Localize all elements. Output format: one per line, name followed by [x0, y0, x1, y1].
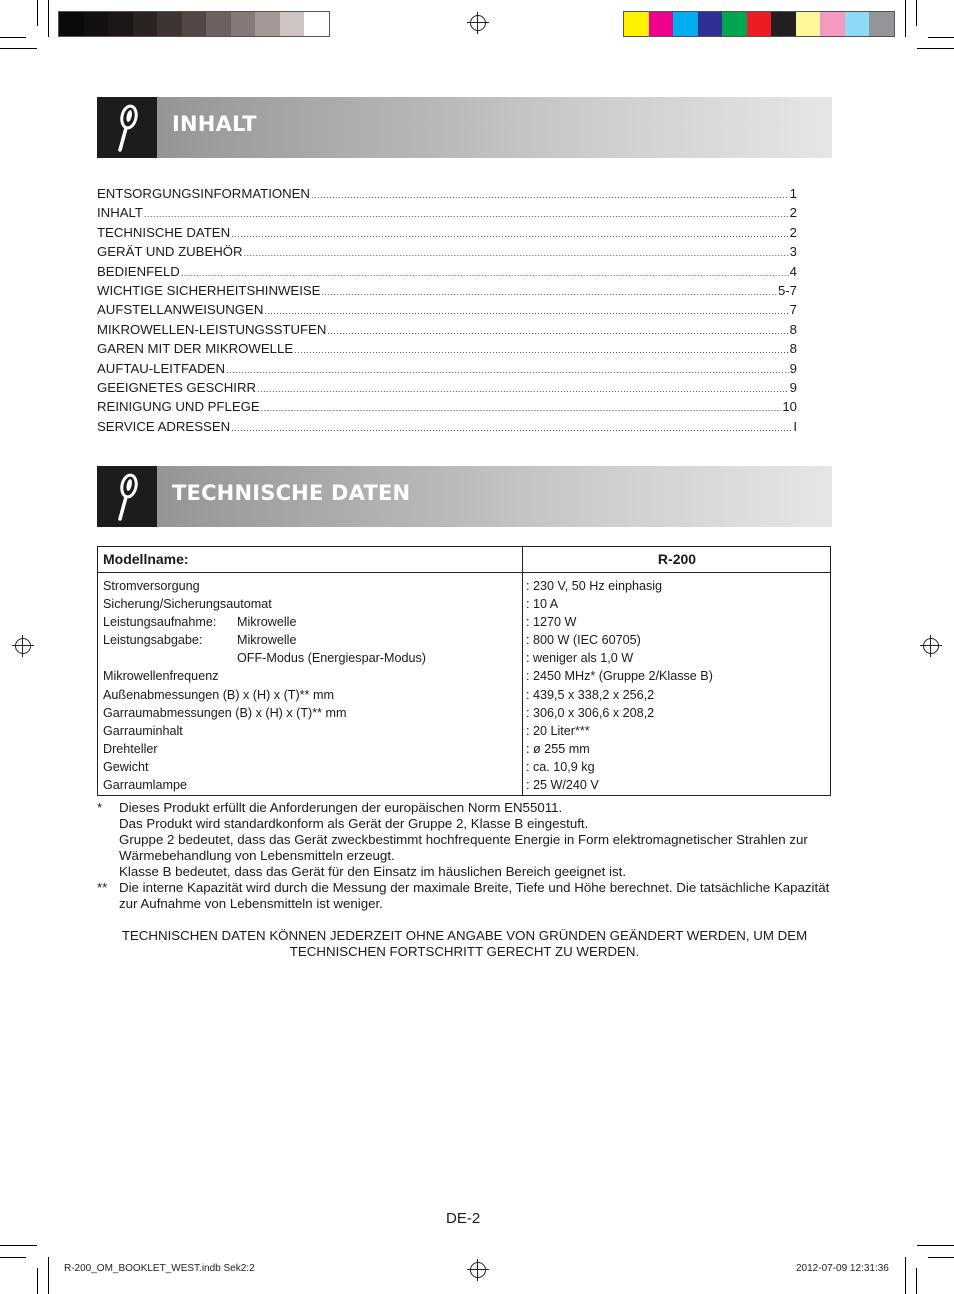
toc-leader [231, 419, 792, 434]
toc-label: REINIGUNG UND PFLEGE [97, 399, 260, 415]
spec-sublabel: Mikrowelle [237, 615, 297, 630]
color-swatch [182, 12, 207, 36]
toc-leader [181, 264, 789, 279]
spec-value: : 439,5 x 338,2 x 256,2 [526, 687, 655, 702]
key-icon [111, 103, 143, 153]
spec-label: Garraumabmessungen (B) x (H) x (T)** mm [103, 705, 347, 720]
toc-label: GAREN MIT DER MIKROWELLE [97, 341, 294, 357]
spec-value: : 306,0 x 306,6 x 208,2 [526, 705, 655, 720]
spec-row [103, 776, 830, 794]
spec-row [103, 686, 830, 704]
crop-mark [0, 37, 26, 38]
crop-mark [48, 0, 49, 37]
toc-entry [97, 302, 797, 321]
color-swatch [206, 12, 231, 36]
toc-label: GEEIGNETES GESCHIRR [97, 379, 257, 395]
toc-entry [97, 399, 797, 418]
color-swatch [624, 12, 649, 36]
crop-mark [917, 48, 954, 49]
spec-row [103, 631, 830, 649]
color-swatch [59, 12, 84, 36]
footnote [97, 880, 832, 912]
crop-mark [48, 1257, 49, 1294]
spec-label: Mikrowellenfrequenz [103, 669, 219, 684]
toc-label: AUFTAU-LEITFADEN [97, 360, 225, 376]
toc-entry [97, 419, 797, 438]
section-title: TECHNISCHE DATEN [172, 481, 411, 505]
spec-row [103, 704, 830, 722]
color-swatch [771, 12, 796, 36]
table-of-contents [97, 186, 797, 438]
toc-entry [97, 244, 797, 263]
toc-page: 2 [789, 224, 797, 240]
toc-page: 8 [789, 321, 797, 337]
crop-mark [905, 1257, 906, 1294]
toc-label: ENTSORGUNGSINFORMATIONEN [97, 186, 310, 201]
toc-page: 3 [789, 244, 797, 260]
spec-value: : weniger als 1,0 W [526, 651, 634, 666]
footnotes [97, 800, 832, 912]
toc-label: TECHNISCHE DATEN [97, 224, 231, 240]
color-swatch [157, 12, 182, 36]
footnote-marker: ** [97, 880, 108, 895]
spec-label: Stromversorgung [103, 579, 200, 593]
toc-page: 9 [789, 379, 797, 395]
toc-entry [97, 322, 797, 341]
toc-page: I [793, 418, 797, 434]
crop-mark [905, 0, 906, 37]
slug-file-info: R-200_OM_BOOKLET_WEST.indb Sek2:2 [64, 1263, 255, 1274]
spec-row [103, 595, 830, 613]
toc-leader [311, 186, 789, 201]
spec-sublabel: OFF-Modus (Energiespar-Modus) [237, 651, 426, 666]
disclaimer: TECHNISCHEN DATEN KÖNNEN JEDERZEIT OHNE ANGABE VON GRÜNDEN GEÄNDERT WERDEN, UM DEM TECHNISCHEN FORTSCHRITT GERECHT ZU WERDEN. [121, 928, 808, 959]
crop-mark [0, 48, 37, 49]
toc-leader [294, 341, 789, 356]
toc-page: 1 [789, 186, 797, 201]
spec-row [103, 613, 830, 631]
color-swatch [820, 12, 845, 36]
toc-label: AUFSTELLANWEISUNGEN [97, 302, 264, 318]
toc-page: 10 [782, 399, 797, 415]
spec-row [103, 649, 830, 667]
crop-mark [916, 0, 917, 26]
footnote-text: Dieses Produkt erfüllt die Anforderungen der europäischen Norm EN55011. [119, 800, 563, 815]
spec-table [97, 546, 831, 796]
spec-label: Garrauminhalt [103, 723, 183, 738]
registration-mark-icon [923, 638, 939, 654]
color-swatch [869, 12, 894, 36]
color-swatch [698, 12, 723, 36]
section-header-toc [97, 97, 832, 158]
toc-leader [261, 399, 782, 414]
spec-value: : ø 255 mm [526, 741, 590, 756]
crop-mark [0, 1245, 37, 1246]
spec-row [103, 758, 830, 776]
footnote-text: Das Produkt wird standardkonform als Gerät der Gruppe 2, Klasse B eingestuft. [119, 816, 589, 831]
spec-header-model: R-200 [657, 551, 697, 567]
spec-row [103, 740, 830, 758]
process-color-bar [623, 11, 895, 37]
spec-value: : 10 A [526, 597, 559, 612]
spec-row [103, 722, 830, 740]
footnote-text: Die interne Kapazität wird durch die Messung der maximale Breite, Tiefe und Höhe berechnet. Die tatsächliche Kapazität zur Aufnahme von Lebensmitteln ist weniger. [119, 880, 830, 911]
toc-label: GERÄT UND ZUBEHÖR [97, 244, 243, 260]
toc-page: 8 [789, 341, 797, 357]
toc-page: 4 [789, 263, 797, 279]
crop-mark [928, 37, 954, 38]
toc-entry [97, 361, 797, 380]
page-number: DE-2 [446, 1210, 481, 1227]
toc-leader [321, 283, 776, 298]
toc-entry [97, 186, 797, 205]
spec-value: : 25 W/240 V [526, 778, 599, 793]
toc-leader [327, 322, 788, 337]
color-swatch [255, 12, 280, 36]
spec-sublabel: Mikrowelle [237, 633, 297, 648]
toc-leader [226, 361, 789, 376]
registration-mark-icon [15, 638, 31, 654]
grayscale-color-bar [58, 11, 330, 37]
footnote [97, 800, 832, 880]
color-swatch [845, 12, 870, 36]
spec-value: : 2450 MHz* (Gruppe 2/Klasse B) [526, 669, 713, 684]
header-icon-block [97, 97, 157, 158]
spec-row [103, 577, 830, 595]
crop-mark [916, 1268, 917, 1294]
toc-leader [244, 244, 789, 259]
spec-label: Leistungsabgabe: [103, 633, 203, 648]
toc-page: 9 [789, 360, 797, 376]
spec-label: Sicherung/Sicherungsautomat [103, 597, 272, 612]
toc-entry [97, 380, 797, 399]
registration-mark-icon [470, 1262, 486, 1278]
footnote-marker: * [97, 800, 103, 815]
toc-label: SERVICE ADRESSEN [97, 418, 231, 434]
color-swatch [108, 12, 133, 36]
toc-leader [257, 380, 789, 395]
spec-header-label: Modellname: [103, 551, 189, 567]
spec-value: : 20 Liter*** [526, 723, 590, 738]
toc-label: INHALT [97, 205, 143, 221]
toc-entry [97, 225, 797, 244]
color-swatch [673, 12, 698, 36]
toc-page: 7 [789, 302, 797, 318]
toc-leader [264, 302, 788, 317]
toc-entry [97, 341, 797, 360]
color-swatch [722, 12, 747, 36]
color-swatch [304, 12, 329, 36]
slug-timestamp: 2012-07-09 12:31:36 [796, 1263, 889, 1274]
color-swatch [84, 12, 109, 36]
toc-leader [144, 205, 789, 220]
spec-label: Drehteller [103, 741, 158, 756]
toc-leader [231, 225, 789, 240]
crop-mark [917, 1245, 954, 1246]
registration-mark-icon [470, 15, 486, 31]
toc-page: 5-7 [777, 282, 797, 298]
crop-mark [37, 1268, 38, 1294]
footnote-text: Klasse B bedeutet, dass das Gerät für den Einsatz im häuslichen Bereich geeignet ist. [119, 864, 627, 879]
section-header-specs [97, 466, 832, 527]
crop-mark [0, 1257, 26, 1258]
crop-mark [37, 0, 38, 26]
color-swatch [747, 12, 772, 36]
crop-mark [928, 1257, 954, 1258]
toc-label: WICHTIGE SICHERHEITSHINWEISE [97, 282, 321, 298]
spec-label: Garraumlampe [103, 778, 187, 793]
toc-entry [97, 264, 797, 283]
spec-value: : 800 W (IEC 60705) [526, 633, 641, 648]
toc-page: 2 [789, 205, 797, 221]
color-swatch [649, 12, 674, 36]
toc-label: BEDIENFELD [97, 263, 180, 279]
color-swatch [231, 12, 256, 36]
spec-label: Leistungsaufnahme: [103, 615, 217, 630]
toc-entry [97, 205, 797, 224]
color-swatch [280, 12, 305, 36]
toc-label: MIKROWELLEN-LEISTUNGSSTUFEN [97, 321, 327, 337]
spec-label: Außenabmessungen (B) x (H) x (T)** mm [103, 687, 334, 702]
footnote-text: Gruppe 2 bedeutet, dass das Gerät zweckbestimmt hochfrequente Energie in Form elektromagnetischer Strahlen zur Wärmebehandlung von Lebensmitteln erzeugt. [119, 832, 808, 863]
spec-value: : ca. 10,9 kg [526, 759, 595, 774]
header-icon-block [97, 466, 157, 527]
spec-row [103, 667, 830, 685]
color-swatch [133, 12, 158, 36]
spec-value: : 230 V, 50 Hz einphasig [526, 579, 663, 593]
key-icon [111, 472, 143, 522]
color-swatch [796, 12, 821, 36]
spec-label: Gewicht [103, 759, 149, 774]
section-title: INHALT [172, 112, 257, 136]
toc-entry [97, 283, 797, 302]
spec-value: : 1270 W [526, 615, 577, 630]
